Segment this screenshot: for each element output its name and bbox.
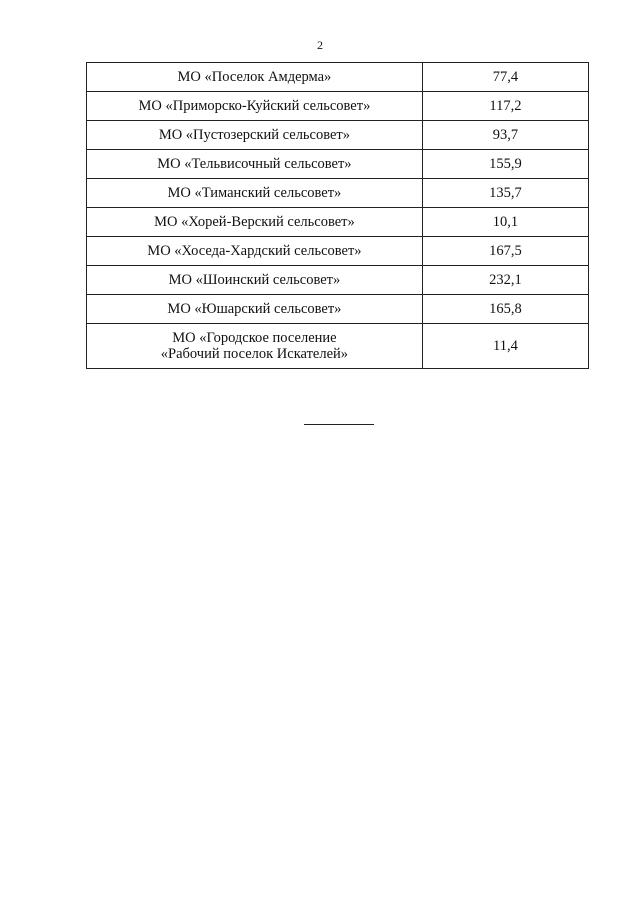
municipality-name-cell xyxy=(87,92,423,121)
municipality-name: МО «Хорей-Верский сельсовет» xyxy=(154,214,355,230)
municipality-name: МО «Поселок Амдерма» xyxy=(177,69,332,85)
municipality-name-cell xyxy=(87,208,423,237)
value-cell: 232,1 xyxy=(422,266,588,295)
end-of-document-rule xyxy=(304,424,374,425)
value-cell: 117,2 xyxy=(422,92,588,121)
value-cell: 165,8 xyxy=(422,295,588,324)
municipality-name-cell xyxy=(87,295,423,324)
municipality-name: МО «Тельвисочный сельсовет» xyxy=(157,156,352,172)
table-row xyxy=(87,92,589,121)
value-cell: 155,9 xyxy=(422,150,588,179)
municipality-name: МО «Пустозерский сельсовет» xyxy=(158,127,351,143)
table-row xyxy=(87,237,589,266)
table-row xyxy=(87,324,589,369)
municipality-name-cell xyxy=(87,324,423,369)
value-cell: 167,5 xyxy=(422,237,588,266)
data-table xyxy=(86,62,589,369)
municipality-name-cell xyxy=(87,266,423,295)
page-number: 2 xyxy=(317,38,323,52)
value-cell: 135,7 xyxy=(422,179,588,208)
value-cell: 11,4 xyxy=(422,324,588,369)
value-cell: 77,4 xyxy=(422,63,588,92)
municipality-name: МО «Тиманский сельсовет» xyxy=(167,185,342,201)
table-row xyxy=(87,266,589,295)
municipality-name: МО «Приморско-Куйский сельсовет» xyxy=(138,98,371,114)
municipality-name-cell xyxy=(87,63,423,92)
table-row xyxy=(87,179,589,208)
table-row xyxy=(87,150,589,179)
table-row xyxy=(87,295,589,324)
table-row xyxy=(87,121,589,150)
municipality-name-cell xyxy=(87,121,423,150)
municipality-name-cell xyxy=(87,237,423,266)
value-cell: 93,7 xyxy=(422,121,588,150)
municipality-name-cell xyxy=(87,150,423,179)
municipality-name-line-2: «Рабочий поселок Искателей» xyxy=(160,346,349,362)
table-row xyxy=(87,208,589,237)
municipality-name: МО «Шоинский сельсовет» xyxy=(168,272,341,288)
municipality-name-cell xyxy=(87,179,423,208)
municipality-name-line-1: МО «Городское поселение xyxy=(172,330,337,346)
value-cell: 10,1 xyxy=(422,208,588,237)
municipality-name: МО «Хоседа-Хардский сельсовет» xyxy=(147,243,362,259)
municipality-name: МО «Юшарский сельсовет» xyxy=(167,301,342,317)
table-row xyxy=(87,63,589,92)
